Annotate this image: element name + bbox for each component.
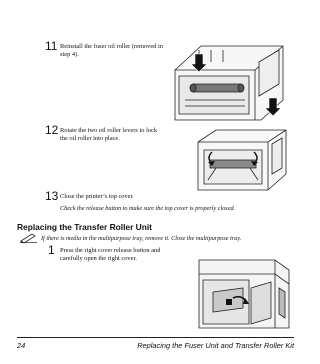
step-13-text: Close the printer’s top cover.: [60, 193, 134, 200]
pencil-note-icon: [20, 233, 38, 243]
step-13-note: Check the release button to make sure the top cover is properly closed.: [60, 205, 236, 212]
step-11-text: Reinstall the fuser oil roller (removed in step 4).: [60, 43, 163, 58]
step-12-number: 12: [45, 123, 59, 137]
footer-rule: [17, 337, 294, 338]
section-note: If there is media in the multipurpose tray, remove it. Close the multipurpose tray.: [41, 235, 242, 242]
running-title: Replacing the Fuser Unit and Transfer Roller Kit: [137, 341, 294, 350]
right-cover-release-illustration: [193, 258, 293, 330]
step-11-number: 11: [45, 39, 58, 53]
section-heading: Replacing the Transfer Roller Unit: [17, 222, 152, 232]
section-step-1-text: Press the right cover release button and carefully open the right cover.: [60, 247, 161, 262]
page-number: 24: [17, 341, 26, 350]
step-13-number: 13: [45, 189, 59, 203]
fuser-oil-roller-illustration: [171, 40, 291, 122]
section-step-1-number: 1: [48, 243, 55, 257]
oil-roller-levers-illustration: [196, 128, 288, 192]
step-12-text: Rotate the two oil roller levers to lock the oil roller into place.: [60, 127, 158, 142]
